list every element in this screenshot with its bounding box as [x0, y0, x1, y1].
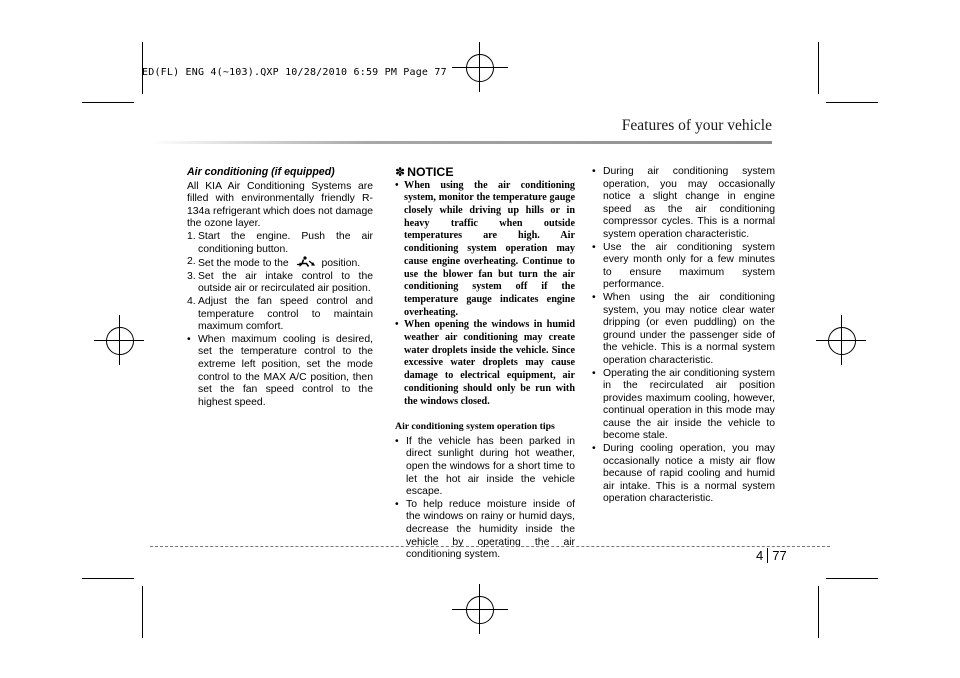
tip-text: Use the air conditioning system every month only for a few minutes to ensure maximum system performance. [603, 241, 775, 291]
step-number: 3. [187, 270, 196, 282]
step-text: Adjust the fan speed control and temperature control to maintain maximum comfort. [198, 295, 373, 333]
tip-text: During cooling operation, you may occasionally notice a misty air flow because of rapid cooling and humid air intake. This is a normal system operation characteristic. [603, 443, 775, 505]
bullet-icon: • [187, 333, 191, 345]
bullet-icon: • [592, 291, 596, 303]
print-slug: ED(FL) ENG 4(~103).QXP 10/28/2010 6:59 PM Page 77 [142, 67, 447, 78]
tips-heading: Air conditioning system operation tips [395, 421, 555, 433]
step-text: Start the engine. Push the air conditioning button. [198, 230, 373, 255]
bullet-icon: • [592, 241, 596, 253]
notice-text: When opening the windows in humid weather air conditioning may create water droplets inside the vehicle. Since excessive water droplets may cause damage to electrical equipment, air conditioning should only be run with the windows closed. [404, 319, 575, 407]
step-4 [187, 296, 373, 334]
tip-item [395, 436, 575, 499]
tip-text: Operating the air conditioning system in the recirculated air position provides maximum cooling, however, continual operation in this mode may cause the air inside the vehicle to become stale. [603, 367, 775, 442]
floor-vent-mode-icon [294, 256, 316, 267]
bullet-icon: • [592, 443, 596, 455]
running-head: Features of your vehicle [621, 117, 772, 134]
tip-item [592, 368, 775, 444]
column-tips-continued [592, 166, 775, 506]
bullet-icon: • [395, 498, 399, 510]
step-1 [187, 231, 373, 256]
step-text: Set the mode to the [198, 258, 289, 270]
tip-text: During air conditioning system operation, you may occasionally notice a slight change in engine speed as the air conditioning compressor cycles. This is a normal system operation characteristic. [603, 166, 775, 240]
page-number-divider [767, 548, 768, 563]
tip-item [592, 443, 775, 506]
step-text: Set the air intake control to the outside air or recirculated air position. [198, 270, 373, 295]
step-2 [187, 256, 373, 271]
tip-item [395, 499, 575, 562]
tip-item [592, 166, 775, 242]
step-3 [187, 271, 373, 296]
tip-item [592, 292, 775, 368]
chapter-number: 4 [756, 548, 764, 563]
column-air-conditioning [187, 166, 373, 409]
bullet-max-cooling [187, 334, 373, 410]
tip-text: To help reduce moisture inside of the windows on rainy or humid days, decrease the humidity inside the vehicle by operating the air conditioning system. [406, 498, 575, 561]
column-notice [395, 166, 575, 562]
tip-text: If the vehicle has been parked in direct sunlight during hot weather, open the windows for a short time to let the hot air inside the vehicle escape. [406, 435, 575, 498]
bullet-text: When maximum cooling is desired, set the temperature control to the extreme left position, set the mode control to the MAX A/C position, then set the fan speed control to the highest speed. [198, 333, 373, 408]
section-title: Air conditioning (if equipped) [187, 166, 335, 178]
bullet-icon: • [592, 367, 596, 379]
header-rule [150, 141, 772, 144]
step-number: 1. [187, 230, 196, 242]
footer-rule [150, 546, 830, 547]
tip-item [592, 242, 775, 292]
notice-item [395, 319, 575, 408]
page-number [756, 548, 787, 563]
bullet-icon: • [395, 179, 399, 191]
step-text-after: position. [321, 258, 361, 270]
bullet-icon: • [395, 435, 399, 447]
intro-paragraph: All KIA Air Conditioning Systems are filled with environmentally friendly R-134a refrigerant which does not damage the ozone layer. [187, 180, 373, 230]
bullet-icon: • [395, 319, 399, 331]
step-number: 4. [187, 295, 196, 307]
notice-item [395, 180, 575, 320]
page-number-value: 77 [772, 548, 787, 563]
step-number: 2. [187, 256, 196, 268]
star-cross-icon: ✽ [395, 165, 406, 179]
notice-text: When using the air conditioning system, monitor the temperature gauge closely while driving up hills or in heavy traffic when outside temperatures are high. Air conditioning system operation may cause engine overheating. Continue to use the blower fan but turn the air conditioning system off if the temperature gauge indicates engine overheating. [404, 179, 575, 318]
notice-heading [395, 166, 575, 179]
tip-text: When using the air conditioning system, you may notice clear water dripping (or even puddling) on the ground under the passenger side of the vehicle. This is a normal system operation characteristic. [603, 291, 775, 366]
bullet-icon: • [592, 166, 596, 177]
notice-title: NOTICE [407, 165, 454, 179]
